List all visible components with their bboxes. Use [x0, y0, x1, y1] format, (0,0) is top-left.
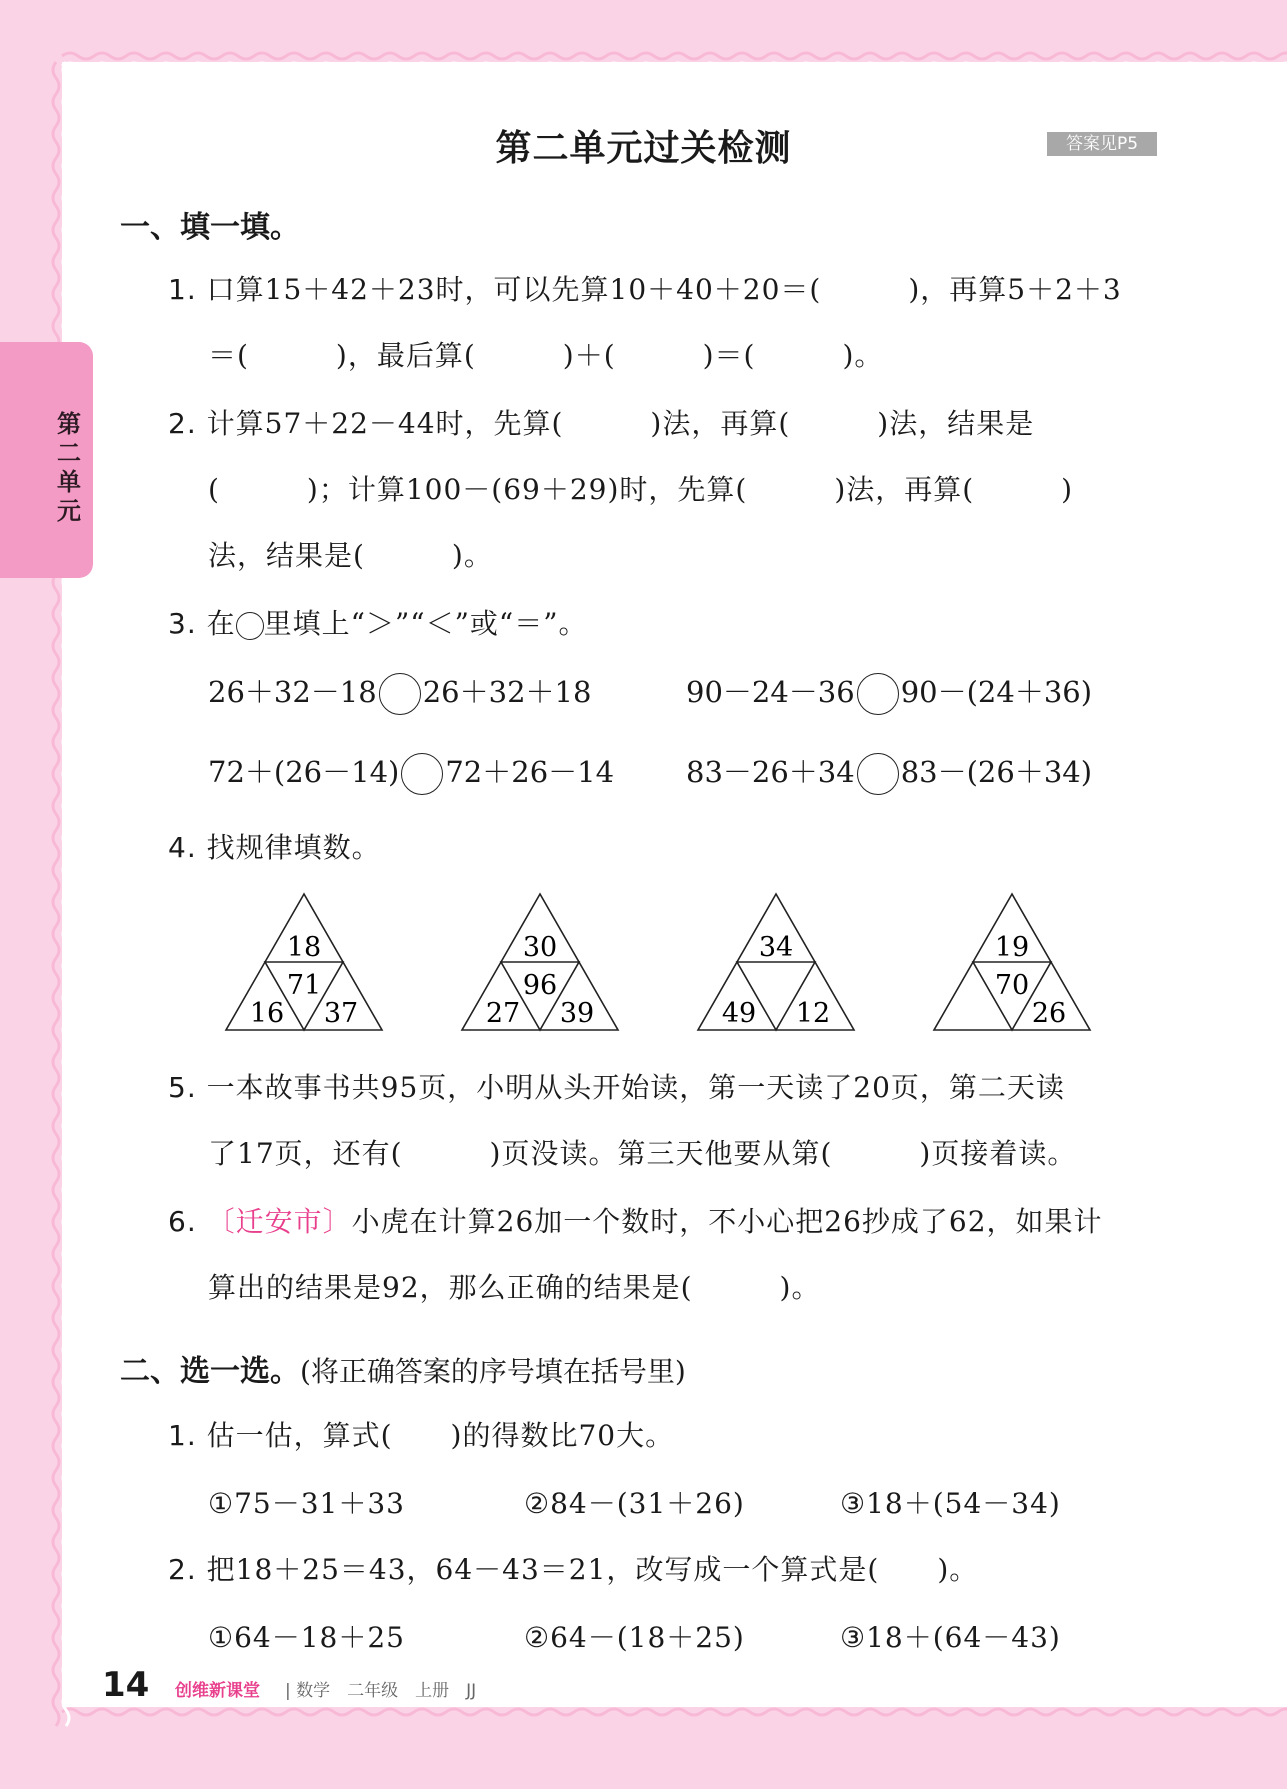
- q3-item-1-left: 26＋32－18: [208, 675, 377, 709]
- section-2-note: (将正确答案的序号填在括号里): [300, 1355, 686, 1388]
- q3-item-2-left: 90－24－36: [686, 675, 855, 709]
- q6-region-tag: 〔迁安市〕: [206, 1205, 352, 1238]
- pattern-triangles: [200, 890, 1120, 1040]
- q3-number: 3.: [168, 607, 197, 640]
- q2-text-1: 计算57＋22－44时，先算( )法，再算( )法，结果是: [206, 407, 1035, 440]
- q1-number: 1.: [168, 273, 197, 306]
- q3-item-1: [208, 670, 591, 715]
- q2-line-2: ( )；计算100－(69＋29)时，先算( )法，再算( ): [208, 473, 1074, 506]
- s2q1-option-3: ③18＋(54－34): [840, 1487, 1061, 1520]
- triangle-left-number: 49: [721, 998, 757, 1029]
- s2q1-text: 估一估，算式( )的得数比70大。: [206, 1419, 675, 1452]
- q5-line-1: [168, 1066, 1065, 1106]
- q4-line: [168, 826, 381, 866]
- s2q1-option-2: ②84－(31＋26): [524, 1487, 745, 1520]
- pattern-triangle-4: [934, 894, 1090, 1030]
- s2q2-option-2: ②64－(18＋25): [524, 1621, 745, 1654]
- triangle-top-number: 30: [522, 932, 558, 963]
- triangle-right-number: 39: [559, 998, 595, 1029]
- pattern-triangle-2: [462, 894, 618, 1030]
- q3-item-3-circle[interactable]: [401, 753, 443, 795]
- triangle-right-number: 12: [795, 998, 831, 1029]
- page-number: 14: [102, 1665, 150, 1705]
- answer-reference-tag: 答案见P5: [1047, 132, 1157, 156]
- section-2-title: 二、选一选。: [120, 1354, 300, 1389]
- q3-item-2-circle[interactable]: [857, 673, 899, 715]
- q3-item-3-right: 72＋26－14: [445, 755, 615, 789]
- section-1-heading: 一、填一填。: [120, 210, 300, 245]
- q4-number: 4.: [168, 831, 197, 864]
- q3-post: 里填上“＞”“＜”或“＝”。: [263, 607, 588, 640]
- s2q2-number: 2.: [168, 1553, 197, 1586]
- s2q2-text: 把18＋25＝43，64－43＝21，改写成一个算式是( )。: [206, 1553, 979, 1586]
- pattern-triangle-3: [698, 894, 854, 1030]
- triangle-top-number: 18: [286, 932, 322, 963]
- q3-item-2-right: 90－(24＋36): [900, 675, 1093, 709]
- page-title: 第二单元过关检测: [495, 128, 792, 169]
- section-2-heading: [120, 1346, 686, 1390]
- triangle-top-number: 19: [994, 932, 1030, 963]
- q6-line-2: 算出的结果是92，那么正确的结果是( )。: [208, 1271, 821, 1304]
- q3-item-1-right: 26＋32＋18: [422, 675, 592, 709]
- q2-number: 2.: [168, 407, 197, 440]
- q5-text-1: 一本故事书共95页，小明从头开始读，第一天读了20页，第二天读: [206, 1071, 1065, 1104]
- triangle-left-number: 27: [485, 998, 521, 1029]
- triangle-mid-number: 71: [286, 970, 322, 1001]
- q6-text-1: 小虎在计算26加一个数时，不小心把26抄成了62，如果计: [351, 1205, 1103, 1238]
- pattern-triangle-1: [226, 894, 382, 1030]
- s2q1-number: 1.: [168, 1419, 197, 1452]
- q3-item-3-left: 72＋(26－14): [208, 755, 400, 789]
- triangle-mid-number: 96: [522, 970, 558, 1001]
- s2q2-option-1: ①64－18＋25: [208, 1621, 405, 1654]
- q4-text: 找规律填数。: [206, 831, 381, 864]
- q5-line-2: 了17页，还有( )页没读。第三天他要从第( )页接着读。: [208, 1137, 1077, 1170]
- footer-info: | 数学 二年级 上册 JJ: [285, 1681, 477, 1701]
- triangle-right-number: 26: [1031, 998, 1067, 1029]
- q3-item-4-left: 83－26＋34: [686, 755, 855, 789]
- q3-item-4: [686, 750, 1092, 795]
- triangle-top-number: 34: [758, 932, 794, 963]
- s2q1-line: [168, 1414, 674, 1454]
- q3-item-4-circle[interactable]: [857, 753, 899, 795]
- s2q2-line: [168, 1548, 978, 1588]
- footer-brand: 创维新课堂: [175, 1681, 260, 1701]
- comparison-circle-icon: [236, 612, 264, 640]
- q1-line-1: [168, 268, 1122, 308]
- unit-side-tab-label: 第二单元: [57, 410, 81, 525]
- triangle-right-number: 37: [323, 998, 359, 1029]
- q3-item-2: [686, 670, 1092, 715]
- s2q1-option-1: ①75－31＋33: [208, 1487, 405, 1520]
- q3-pre: 在: [206, 607, 236, 640]
- q1-line-2: ＝( )，最后算( )＋( )＝( )。: [208, 339, 884, 372]
- unit-side-tab: [0, 342, 93, 578]
- q1-text-1: 口算15＋42＋23时，可以先算10＋40＋20＝( )，再算5＋2＋3: [206, 273, 1122, 306]
- q3-item-4-right: 83－(26＋34): [900, 755, 1093, 789]
- q6-line-1: [168, 1200, 1103, 1240]
- q6-number: 6.: [168, 1205, 197, 1238]
- q3-line: [168, 602, 588, 642]
- triangle-mid-number: 70: [994, 970, 1030, 1001]
- q3-item-1-circle[interactable]: [379, 673, 421, 715]
- q3-item-3: [208, 750, 614, 795]
- triangle-left-number: 16: [249, 998, 285, 1029]
- s2q2-option-3: ③18＋(64－43): [840, 1621, 1061, 1654]
- q2-line-3: 法，结果是( )。: [208, 539, 493, 572]
- q2-line-1: [168, 402, 1034, 442]
- q5-number: 5.: [168, 1071, 197, 1104]
